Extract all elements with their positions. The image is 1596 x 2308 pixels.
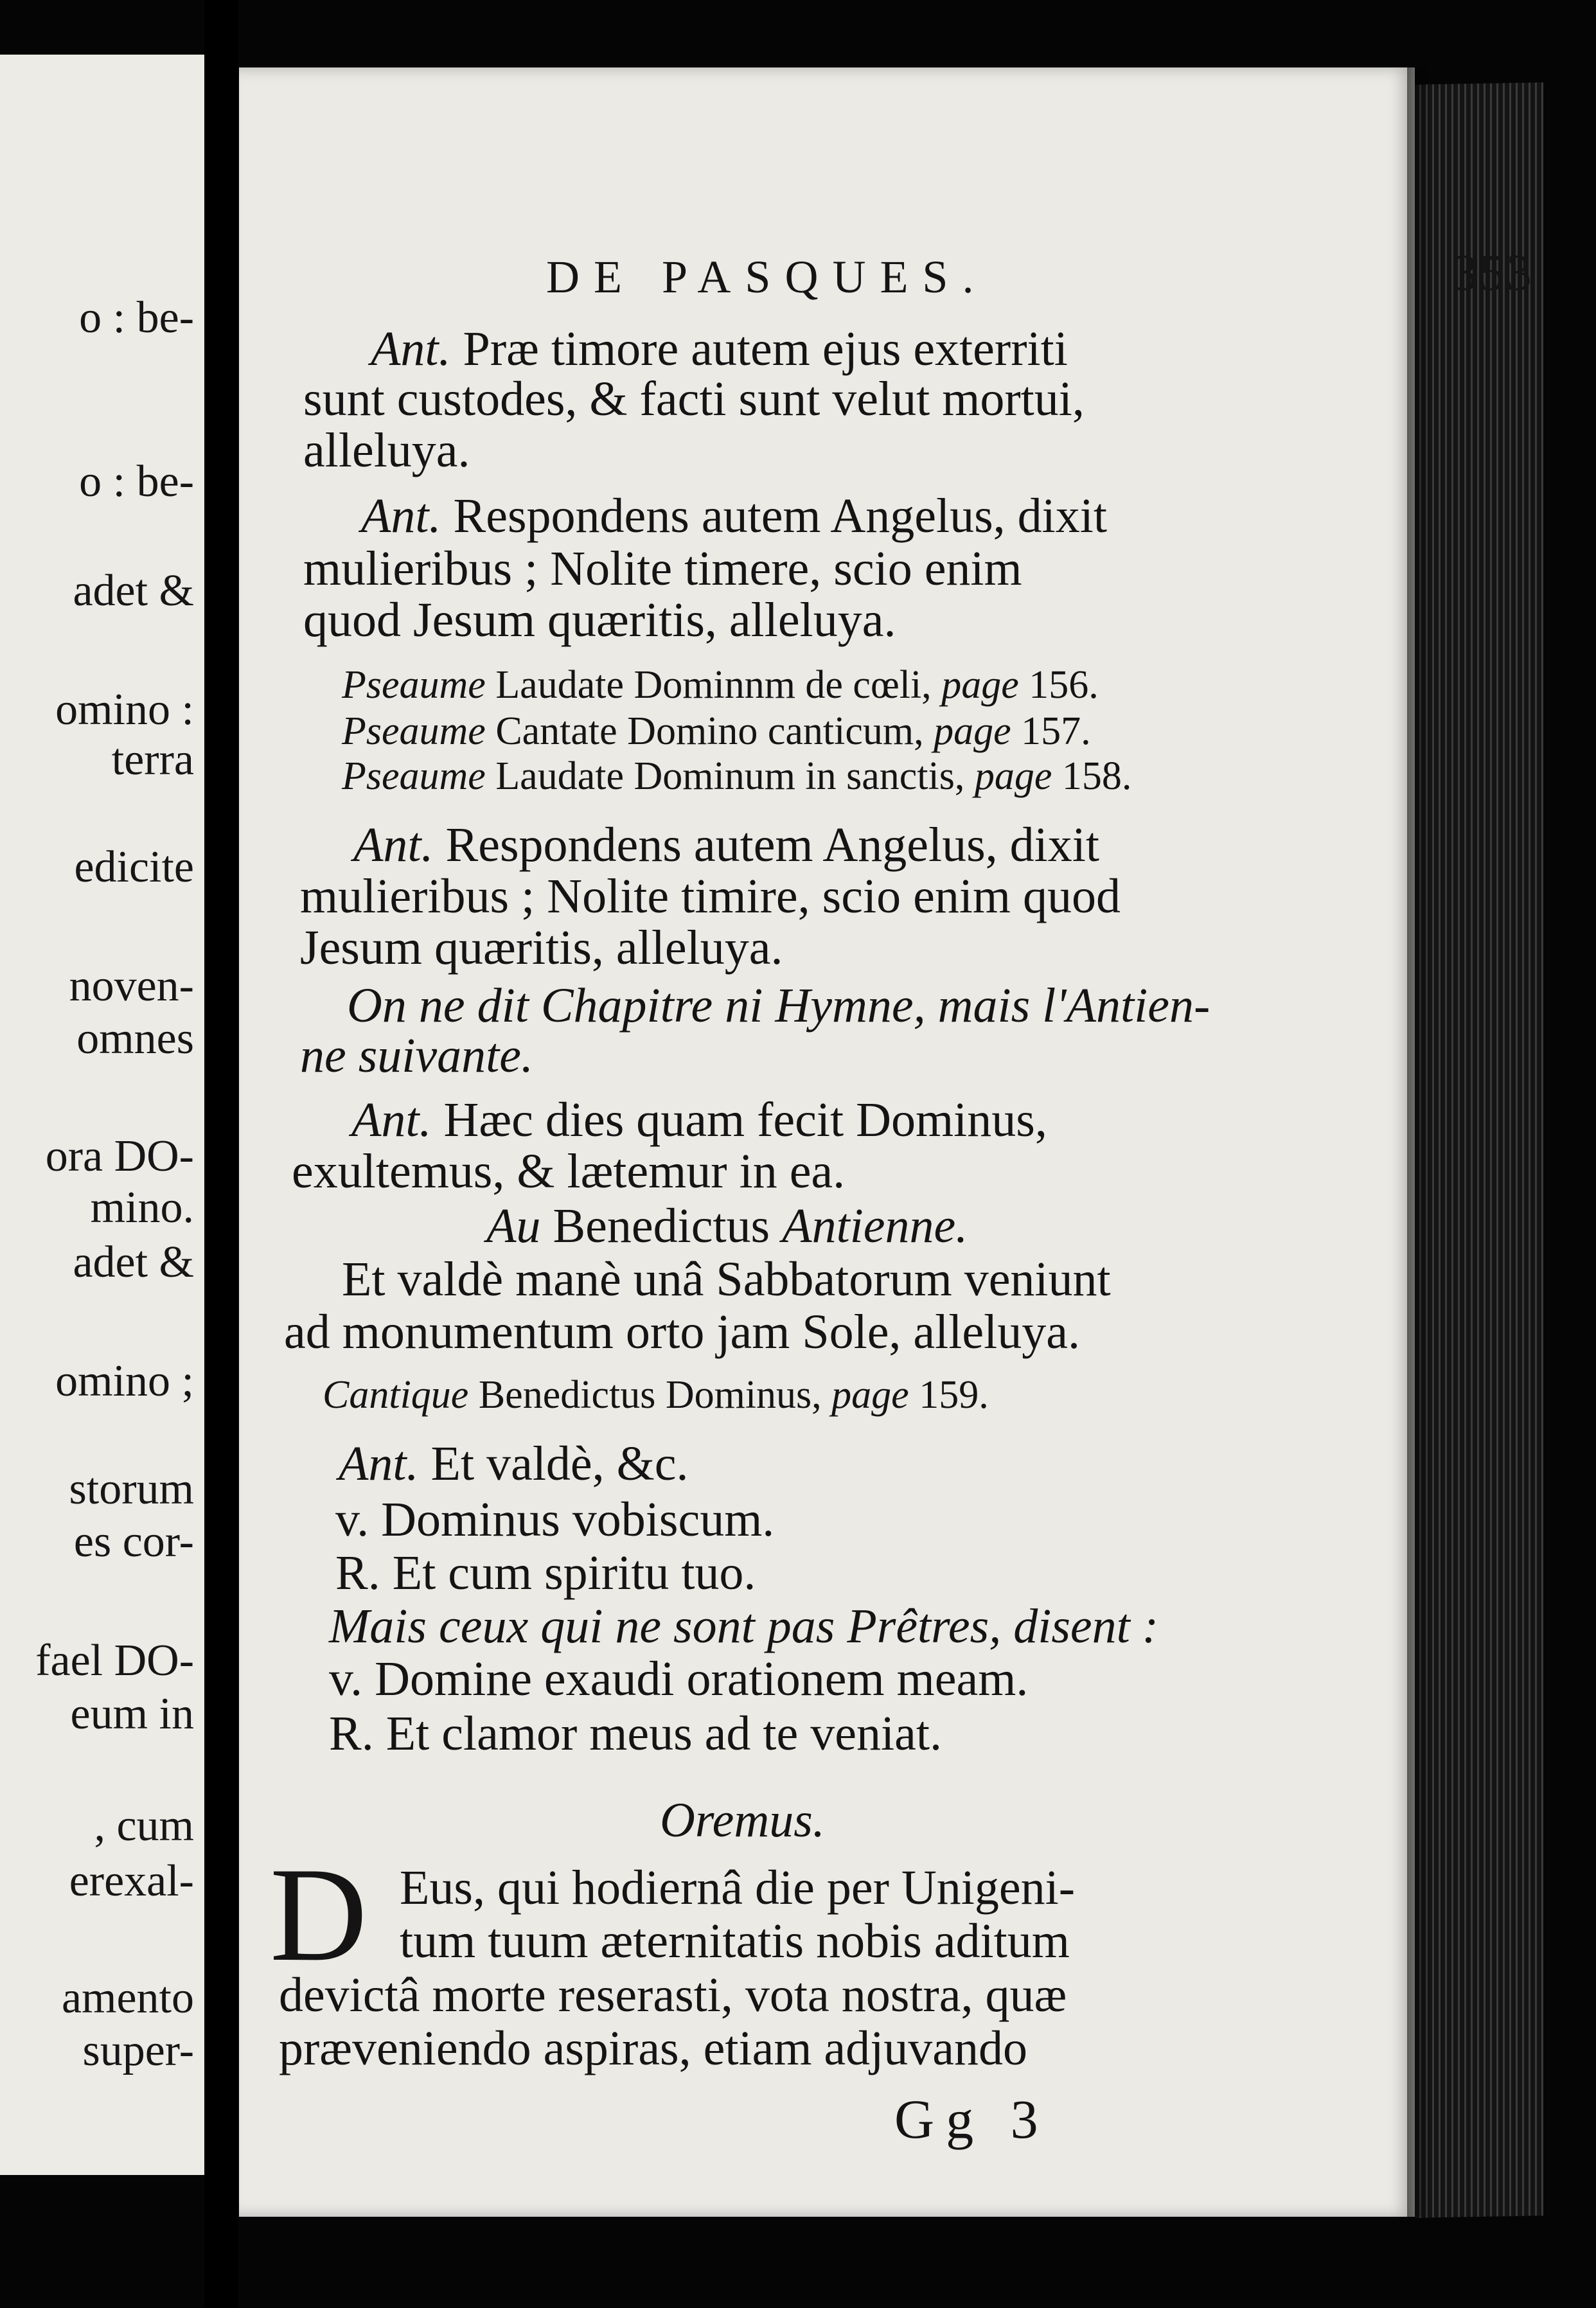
page-label: page	[831, 1373, 909, 1417]
running-title: DE PASQUES.	[546, 251, 988, 303]
response-mark: R.	[329, 1707, 374, 1761]
left-page-text: fael DO-	[35, 1636, 194, 1685]
line-text: Præ timore autem ejus exterriti	[450, 322, 1068, 376]
text-line: alleluya.	[303, 423, 470, 477]
rubric-line: Mais ceux qui ne sont pas Prêtres, disent :	[329, 1599, 1159, 1653]
left-page-text: omino :	[55, 685, 194, 734]
page-ref: 157.	[1011, 709, 1091, 753]
section-heading	[486, 1199, 968, 1253]
left-page-text: noven-	[69, 961, 194, 1011]
line-text: Domine exaudi orationem meam.	[362, 1652, 1029, 1706]
left-page-text: adet &	[73, 566, 194, 616]
psalm-reference	[342, 711, 1091, 751]
antiphon-line	[371, 322, 1068, 376]
text-line: mulieribus ; Nolite timere, scio enim	[303, 542, 1022, 596]
antiphon-label: Ant.	[371, 322, 451, 376]
text-line: ad monumentum orto jam Sole, alleluya.	[284, 1305, 1080, 1359]
antiphon-label: Ant.	[351, 1093, 432, 1147]
left-page-text: eum in	[70, 1689, 194, 1739]
page-ref: 156.	[1018, 663, 1099, 707]
antiphon-label: Ant.	[339, 1437, 419, 1491]
antiphon-label: Ant.	[353, 818, 434, 872]
line-text: Et cum spiritu tuo.	[380, 1546, 756, 1600]
page-number: 353	[1452, 245, 1533, 301]
signature-mark: Gg 3	[894, 2088, 1050, 2150]
left-page-text: storum	[69, 1464, 194, 1514]
text-line: sunt custodes, & facti sunt velut mortui,	[303, 372, 1085, 426]
line-text: Laudate Dominnm de cœli,	[485, 663, 942, 707]
line-text: Cantate Domino canticum,	[485, 709, 934, 753]
left-page-text: super-	[82, 2026, 194, 2075]
line-text: Et clamor meus ad te veniat.	[373, 1707, 942, 1761]
book-gutter	[204, 0, 238, 2308]
canticle-label: Cantique	[323, 1373, 469, 1417]
text-line: tum tuum æternitatis nobis aditum	[400, 1914, 1070, 1968]
psalm-label: Pseaume	[342, 709, 486, 753]
left-page-text: ora DO-	[45, 1132, 194, 1181]
antiphon-line	[361, 489, 1108, 543]
text-line: Et valdè manè unâ Sabbatorum veniunt	[342, 1252, 1111, 1306]
heading-suffix: Antienne.	[782, 1199, 968, 1253]
antiphon-line	[353, 818, 1100, 872]
left-page-text: o : be-	[79, 293, 194, 342]
page-ref: 159.	[909, 1373, 989, 1417]
text-line: Jesum quæritis, alleluya.	[300, 921, 783, 975]
line-text: Respondens autem Angelus, dixit	[441, 489, 1108, 543]
page-edge-shadow	[1407, 67, 1433, 2217]
versicle-mark: v.	[329, 1652, 363, 1706]
line-text: Hæc dies quam fecit Dominus,	[431, 1093, 1047, 1147]
psalm-label: Pseaume	[342, 663, 486, 707]
previous-page-fragment	[0, 55, 208, 2175]
versicle-line	[335, 1493, 775, 1547]
line-text: Respondens autem Angelus, dixit	[433, 818, 1100, 872]
text-line: præveniendo aspiras, etiam adjuvando	[279, 2021, 1028, 2075]
left-page-text: mino.	[90, 1183, 194, 1232]
response-mark: R.	[335, 1546, 380, 1600]
rubric-line: ne suivante.	[300, 1029, 534, 1083]
versicle-line	[329, 1652, 1029, 1706]
psalm-reference	[342, 756, 1131, 796]
antiphon-label: Ant.	[361, 489, 441, 543]
book-page-353	[239, 67, 1533, 2217]
left-page-text: edicite	[74, 842, 194, 892]
line-text: Et valdè, &c.	[418, 1437, 689, 1491]
text-line: exultemus, & lætemur in ea.	[292, 1144, 846, 1198]
text-line: devictâ morte reserasti, vota nostra, quæ	[279, 1968, 1067, 2022]
versicle-mark: v.	[335, 1493, 369, 1547]
line-text: Dominus vobiscum.	[369, 1493, 775, 1547]
page-edges	[1415, 82, 1543, 2217]
antiphon-line	[339, 1437, 689, 1491]
prayer-heading: Oremus.	[660, 1793, 825, 1847]
text-line: Eus, qui hodiernâ die per Unigeni-	[400, 1861, 1076, 1915]
drop-cap: D	[270, 1840, 368, 1989]
psalm-label: Pseaume	[342, 754, 486, 798]
page-label: page	[934, 709, 1011, 753]
left-page-text: o : be-	[79, 457, 194, 506]
left-page-text: amento	[61, 1973, 194, 2023]
page-label: page	[941, 663, 1019, 707]
left-page-text: omino ;	[55, 1356, 194, 1406]
left-page-text: omnes	[76, 1014, 194, 1063]
rubric-line: On ne dit Chapitre ni Hymne, mais l'Antien-	[347, 979, 1210, 1033]
left-page-text: terra	[111, 735, 194, 785]
heading-prefix: Au	[486, 1199, 541, 1253]
left-page-text: , cum	[94, 1801, 194, 1851]
psalm-reference	[342, 665, 1099, 705]
response-line	[329, 1707, 942, 1761]
text-line: quod Jesum quæritis, alleluya.	[303, 593, 896, 647]
left-page-text: es cor-	[73, 1517, 194, 1567]
antiphon-line	[351, 1093, 1047, 1147]
left-page-text: erexal-	[69, 1856, 194, 1906]
response-line	[335, 1546, 756, 1600]
line-text: Laudate Dominum in sanctis,	[485, 754, 975, 798]
page-ref: 158.	[1052, 754, 1132, 798]
running-header	[546, 245, 1533, 303]
left-page-text: adet &	[73, 1238, 194, 1287]
page-label: page	[974, 754, 1052, 798]
heading-text: Benedictus	[540, 1199, 783, 1253]
text-line: mulieribus ; Nolite timire, scio enim quod	[300, 869, 1121, 923]
canticle-reference	[323, 1375, 989, 1415]
line-text: Benedictus Dominus,	[468, 1373, 832, 1417]
